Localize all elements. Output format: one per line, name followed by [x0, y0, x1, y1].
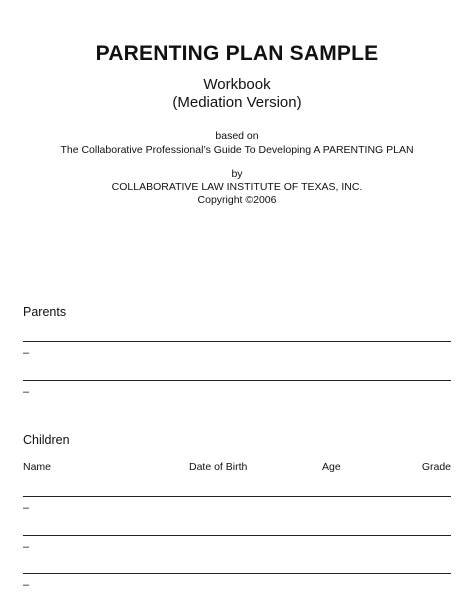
- parent-2-marker: –: [23, 386, 30, 398]
- parent-2-line: [23, 380, 451, 381]
- child-3-marker: –: [23, 579, 30, 591]
- child-2-line: [23, 535, 451, 536]
- parent-1-line: [23, 341, 451, 342]
- column-header-date-of-birth: Date of Birth: [189, 461, 248, 473]
- child-1-line: [23, 496, 451, 497]
- parent-1-marker: –: [23, 347, 30, 359]
- child-3-line: [23, 573, 451, 574]
- document-subtitle-workbook: Workbook: [203, 76, 271, 93]
- document-subtitle-version: (Mediation Version): [172, 94, 302, 111]
- child-2-marker: –: [23, 541, 30, 553]
- column-header-age: Age: [322, 461, 341, 473]
- by-label: by: [231, 168, 243, 180]
- source-guide-title: The Collaborative Professional’s Guide To Developing A PARENTING PLAN: [60, 144, 414, 156]
- column-header-name: Name: [23, 461, 52, 473]
- document-title: PARENTING PLAN SAMPLE: [95, 42, 379, 65]
- copyright-notice: Copyright ©2006: [197, 194, 277, 206]
- column-header-grade: Grade: [421, 461, 451, 473]
- based-on-label: based on: [215, 130, 259, 142]
- author-name: COLLABORATIVE LAW INSTITUTE OF TEXAS, INC.: [111, 181, 363, 193]
- parents-heading: Parents: [23, 305, 67, 319]
- children-heading: Children: [23, 433, 70, 447]
- child-1-marker: –: [23, 502, 30, 514]
